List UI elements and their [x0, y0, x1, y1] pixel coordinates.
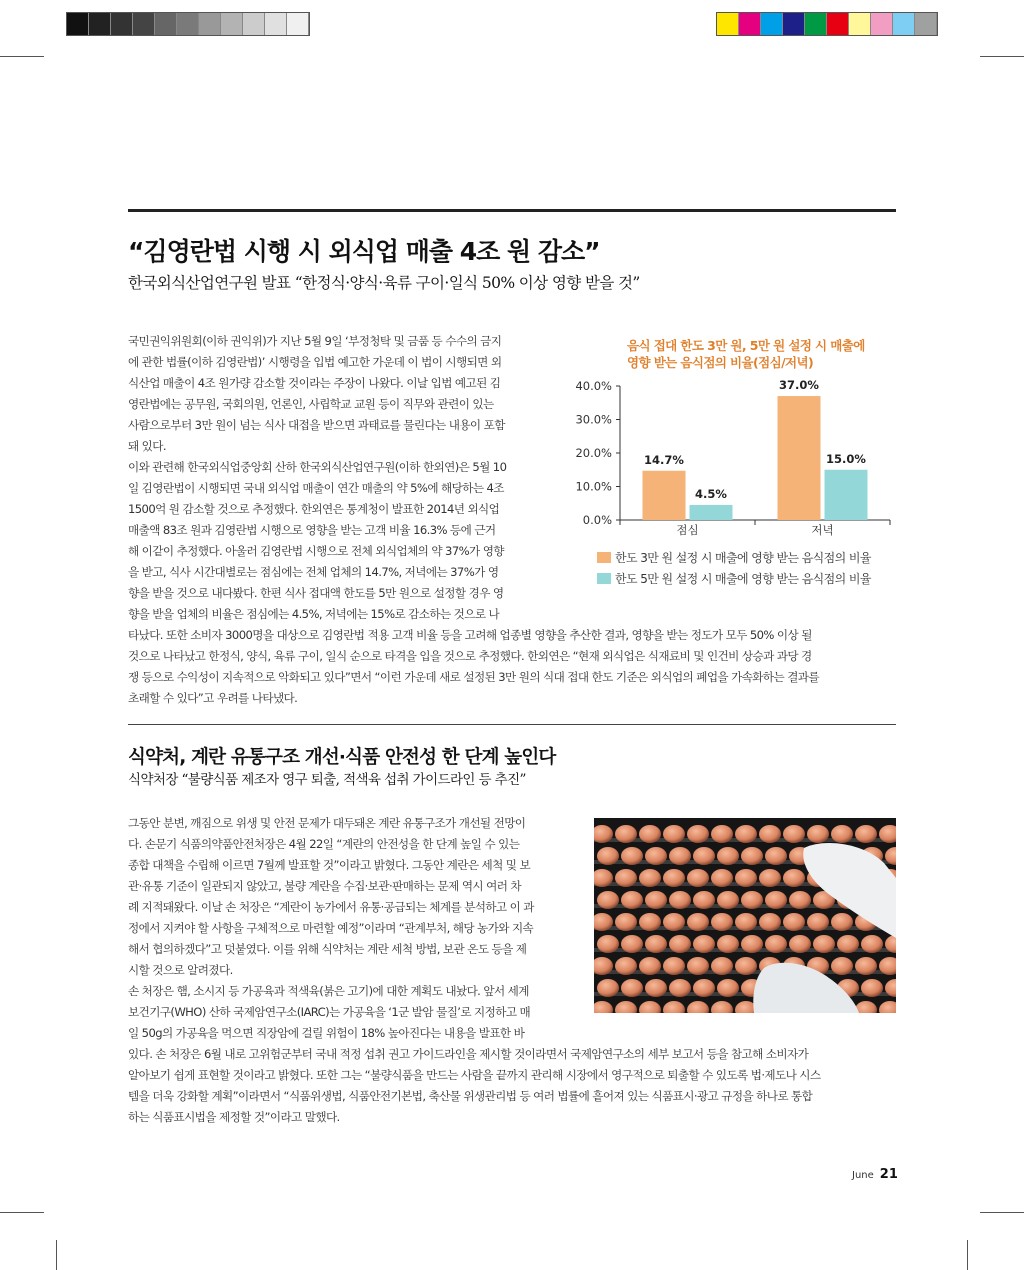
body-line: 하는 식품표시법을 제정할 것”이라고 말했다.: [128, 1110, 340, 1124]
body-line: 손 처장은 햄, 소시지 등 가공육과 적색육(붉은 고기)에 대한 계획도 내놨다. 앞서 세계: [128, 984, 529, 998]
legend-item-30k: [597, 549, 871, 566]
color-swatch: [287, 13, 309, 35]
color-swatch: [89, 13, 111, 35]
grayscale-color-bar: [66, 12, 310, 36]
body-line: 해 이같이 추정했다. 아울러 김영란법 시행으로 전체 외식업체의 약 37%가 영향: [128, 544, 504, 558]
y-tick-label: 40.0%: [575, 379, 612, 393]
color-swatch: [177, 13, 199, 35]
process-color-bar: [716, 12, 938, 36]
y-tick-label: 10.0%: [575, 479, 612, 494]
data-label: 14.7%: [644, 452, 684, 467]
color-swatch: [199, 13, 221, 35]
bar: [690, 505, 733, 520]
body-line: 초래할 수 있다”고 우려를 나타냈다.: [128, 691, 298, 705]
y-tick-label: 0.0%: [582, 513, 612, 527]
color-swatch: [849, 13, 871, 35]
article2-title: 식약처, 계란 유통구조 개선·식품 안전성 한 단계 높인다: [128, 747, 556, 768]
egg-grading-photo: [594, 818, 896, 1013]
body-line: 국민권익위원회(이하 권익위)가 지난 5월 9일 ‘부정청탁 및 금품 등 수수의 금지: [128, 334, 502, 348]
color-swatch: [915, 13, 937, 35]
body-line: 쟁 등으로 수익성이 지속적으로 악화되고 있다”면서 “이런 가운데 새로 설정된 3만 원의 식대 접대 한도 기준은 외식업의 폐업을 가속화하는 결과를: [128, 670, 819, 684]
crop-mark: [967, 1240, 968, 1270]
color-swatch: [67, 13, 89, 35]
body-line: 다. 손문기 식품의약품안전처장은 4월 22일 “계란의 안전성을 한 단계 높일 수 있는: [128, 837, 520, 851]
color-swatch: [717, 13, 739, 35]
color-swatch: [243, 13, 265, 35]
color-swatch: [783, 13, 805, 35]
y-tick-label: 30.0%: [575, 412, 612, 427]
egg-photo-illustration: [594, 818, 896, 1013]
legend-label: 한도 5만 원 설정 시 매출에 영향 받는 음식점의 비율: [615, 572, 871, 586]
body-line: 관·유통 기준이 일관되지 않았고, 불량 계란을 수집·보관·판매하는 문제 역시 여러 차: [128, 879, 521, 893]
body-line: 에 관한 법률(이하 김영란법)’ 시행령을 입법 예고한 가운데 이 법이 시행되면 외: [128, 355, 502, 369]
bar: [778, 396, 821, 520]
color-swatch: [111, 13, 133, 35]
body-line: 해서 협의하겠다”고 덧붙였다. 이를 위해 식약처는 계란 세척 방법, 보관 온도 등을 제: [128, 942, 527, 956]
y-tick-label: 20.0%: [575, 446, 612, 460]
body-line: 타났다. 또한 소비자 3000명을 대상으로 김영란법 적용 고객 비율 등을 고려해 업종별 영향을 추산한 결과, 영향을 받는 정도가 모두 50% 이상 될: [128, 628, 812, 642]
footer-month: June: [852, 1170, 874, 1181]
crop-mark: [980, 1212, 1024, 1213]
body-line: 종합 대책을 수립해 이르면 7월께 발표할 것”이라고 밝혔다. 그동안 계란은 세척 및 보: [128, 858, 531, 872]
color-swatch: [155, 13, 177, 35]
article1-body-narrow: [128, 331, 550, 625]
body-line: 사람으로부터 3만 원이 넘는 식사 대접을 받으면 과태료를 물린다는 내용이 포함: [128, 418, 505, 432]
crop-mark: [0, 56, 44, 57]
body-line: 식산업 매출이 4조 원가량 감소할 것이라는 주장이 나왔다. 이날 입법 예고된 김: [128, 376, 501, 390]
body-line: 영란법에는 공무원, 국회의원, 언론인, 사립학교 교원 등이 직무와 관련이 있는: [128, 397, 494, 411]
article2-body-narrow: [128, 813, 580, 1044]
color-swatch: [739, 13, 761, 35]
color-swatch: [805, 13, 827, 35]
body-line: 정에서 지켜야 할 사항을 구체적으로 마련할 예정”이라며 “관계부처, 해당 농가와 지속: [128, 921, 534, 935]
body-line: 것으로 나타났고 한정식, 양식, 육류 구이, 일식 순으로 타격을 입을 것으로 추정했다. 한외연은 “현재 외식업은 식재료비 및 인건비 상승과 과당 경: [128, 649, 812, 663]
body-line: 일 50g의 가공육을 먹으면 직장암에 걸릴 위험이 18% 높아진다는 내용을 발표한 바: [128, 1026, 525, 1040]
color-swatch: [893, 13, 915, 35]
x-tick-label: 점심: [676, 523, 699, 537]
body-line: 템을 더욱 강화할 계획”이라면서 “식품위생법, 식품안전기본법, 축산물 위생관리법 등 여러 법률에 흩어져 있는 식품표시·광고 규정을 하나로 통합: [128, 1089, 813, 1103]
color-swatch: [761, 13, 783, 35]
body-line: 보건기구(WHO) 산하 국제암연구소(IARC)는 가공육을 ‘1군 발암 물질’로 지정하고 매: [128, 1005, 531, 1019]
chart-title-line: 음식 접대 한도 3만 원, 5만 원 설정 시 매출에: [627, 338, 865, 353]
body-line: 있다. 손 처장은 6월 내로 고위험군부터 국내 적정 섭취 권고 가이드라인을 제시할 것이라면서 국제암연구소의 세부 보고서 등을 참고해 소비자가: [128, 1047, 809, 1061]
body-line: 례 지적돼왔다. 이날 손 처장은 “계란이 농가에서 유통·공급되는 체계를 분석하고 이 과: [128, 900, 534, 914]
legend-label: 한도 3만 원 설정 시 매출에 영향 받는 음식점의 비율: [615, 551, 871, 565]
article1-title: “김영란법 시행 시 외식업 매출 4조 원 감소”: [128, 237, 600, 266]
body-line: 돼 있다.: [128, 439, 166, 453]
legend-swatch: [597, 573, 611, 584]
crop-mark: [56, 1240, 57, 1270]
x-tick-label: 저녁: [811, 523, 834, 537]
crop-mark: [0, 1212, 44, 1213]
page-number: 21: [879, 1167, 898, 1182]
legend-swatch: [597, 552, 611, 563]
color-swatch: [265, 13, 287, 35]
legend-item-50k: [597, 570, 871, 587]
body-line: 이와 관련해 한국외식업중앙회 산하 한국외식산업연구원(이하 한외연)은 5월 10: [128, 460, 507, 474]
article2-subtitle: 식약처장 “불량식품 제조자 영구 퇴출, 적색육 섭취 가이드라인 등 추진”: [128, 772, 526, 788]
article1-body-wide: [128, 625, 896, 709]
bar: [825, 470, 868, 520]
chart-title-line: 영향 받는 음식점의 비율(점심/저녁): [627, 355, 814, 370]
article1-subtitle: 한국외식산업연구원 발표 “한정식·양식·육류 구이·일식 50% 이상 영향 받을 것”: [128, 274, 640, 292]
body-line: 을 받고, 식사 시간대별로는 점심에는 전체 업체의 14.7%, 저녁에는 37%가 영: [128, 565, 499, 579]
crop-mark: [980, 56, 1024, 57]
body-line: 향을 받을 업체의 비율은 점심에는 4.5%, 저녁에는 15%로 감소하는 것으로 나: [128, 607, 500, 621]
body-line: 향을 받을 것으로 내다봤다. 한편 식사 접대액 한도를 5만 원으로 설정할 경우 영: [128, 586, 504, 600]
color-swatch: [133, 13, 155, 35]
body-line: 알아보기 쉽게 표현할 것이라고 밝혔다. 또한 그는 “불량식품을 만드는 사람을 끝까지 관리해 시장에서 영구적으로 퇴출할 수 있도록 법·제도나 시스: [128, 1068, 821, 1082]
data-label: 37.0%: [779, 378, 819, 393]
body-line: 1500억 원 감소할 것으로 추정했다. 한외연은 통계청이 발표한 2014년 외식업: [128, 502, 500, 516]
body-line: 그동안 분변, 깨짐으로 위생 및 안전 문제가 대두돼온 계란 유통구조가 개선될 전망이: [128, 816, 526, 830]
article2-body-wide: [128, 1044, 896, 1128]
section-rule: [128, 209, 896, 212]
color-swatch: [827, 13, 849, 35]
section-divider: [128, 724, 896, 725]
color-swatch: [871, 13, 893, 35]
data-label: 15.0%: [826, 451, 866, 466]
body-line: 일 김영란법이 시행되면 국내 외식업 매출이 연간 매출의 약 5%에 해당하는 4조: [128, 481, 504, 495]
bar: [643, 471, 686, 520]
color-swatch: [221, 13, 243, 35]
chart-title: [627, 337, 897, 371]
bar-chart: [560, 370, 900, 545]
page-footer: [852, 1167, 898, 1182]
body-line: 시할 것으로 알려졌다.: [128, 963, 233, 977]
data-label: 4.5%: [695, 486, 727, 501]
body-line: 매출액 83조 원과 김영란법 시행으로 영향을 받는 고객 비율 16.3% 등에 근거: [128, 523, 496, 537]
